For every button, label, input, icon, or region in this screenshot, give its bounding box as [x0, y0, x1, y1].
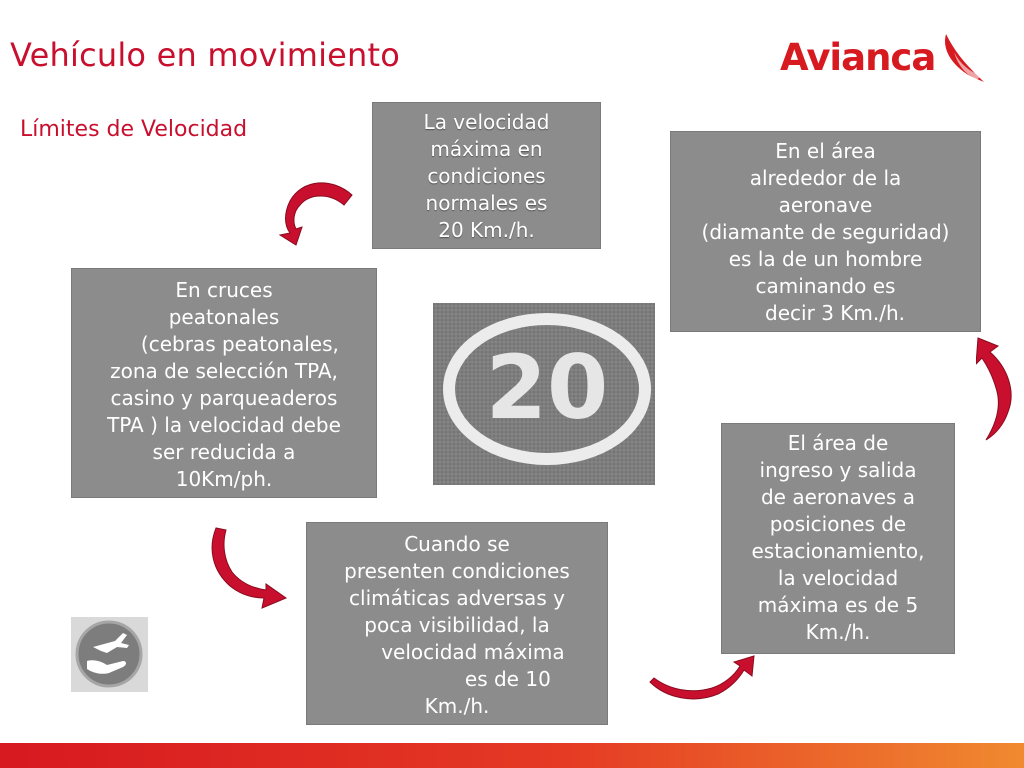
- box-line: ingreso y salida: [759, 458, 917, 482]
- slide-title: Vehículo en movimiento: [10, 36, 401, 74]
- box-line: aeronave: [778, 193, 873, 217]
- box-line: Km./h.: [805, 620, 871, 644]
- curved-arrow-icon: [272, 175, 356, 247]
- curved-arrow-icon: [206, 526, 290, 612]
- box-line: condiciones: [427, 164, 546, 188]
- avianca-logo: [780, 28, 990, 88]
- box-line: alrededor de la: [749, 166, 902, 190]
- box-line: Cuando se: [404, 532, 510, 556]
- info-box-adverse-weather: [306, 522, 608, 725]
- box-line: velocidad máxima: [349, 640, 565, 664]
- info-box-pedestrian-crossings: [71, 268, 377, 498]
- box-line: estacionamiento,: [751, 539, 925, 563]
- box-line: TPA ) la velocidad debe: [107, 413, 341, 437]
- box-line: zona de selección TPA,: [110, 359, 338, 383]
- box-line: caminando es: [755, 274, 896, 298]
- info-box-aircraft-area: [670, 131, 981, 332]
- logo-text: Avianca: [780, 36, 936, 79]
- box-line: es de 10: [363, 667, 551, 691]
- slide-subtitle: Límites de Velocidad: [20, 117, 248, 142]
- speed-sign-photo: [433, 303, 655, 485]
- box-line: de aeronaves a: [760, 485, 916, 509]
- box-line: Km./h.: [424, 694, 490, 718]
- box-line: El área de: [787, 431, 889, 455]
- box-line: peatonales: [168, 305, 280, 329]
- box-line: máxima es de 5: [757, 593, 919, 617]
- box-line: normales es: [425, 191, 548, 215]
- box-line: En cruces: [175, 278, 273, 302]
- box-line: máxima en: [430, 137, 543, 161]
- box-line: decir 3 Km./h.: [745, 301, 905, 325]
- box-line: (cebras peatonales,: [109, 332, 339, 356]
- curved-arrow-icon: [976, 334, 1022, 442]
- box-line: ser reducida a: [152, 440, 296, 464]
- box-line: 10Km/ph.: [175, 467, 273, 491]
- info-box-normal-speed: [372, 102, 601, 249]
- box-line: climáticas adversas y: [349, 586, 565, 610]
- condor-wing-icon: [932, 30, 988, 86]
- box-line: presenten condiciones: [344, 559, 570, 583]
- box-line: 20 Km./h.: [438, 218, 535, 242]
- box-line: casino y parqueaderos: [110, 386, 338, 410]
- box-line: la velocidad: [777, 566, 899, 590]
- box-line: es la de un hombre: [728, 247, 923, 271]
- box-line: poca visibilidad, la: [364, 613, 550, 637]
- box-line: En el área: [775, 139, 876, 163]
- curved-arrow-icon: [648, 654, 758, 704]
- info-box-parking-positions: [721, 423, 955, 654]
- sign-number: 20: [485, 336, 609, 439]
- airport-safety-icon: [71, 617, 148, 692]
- box-line: posiciones de: [769, 512, 907, 536]
- footer-brand-bar: [0, 743, 1024, 768]
- box-line: La velocidad: [423, 110, 550, 134]
- box-line: (diamante de seguridad): [701, 220, 950, 244]
